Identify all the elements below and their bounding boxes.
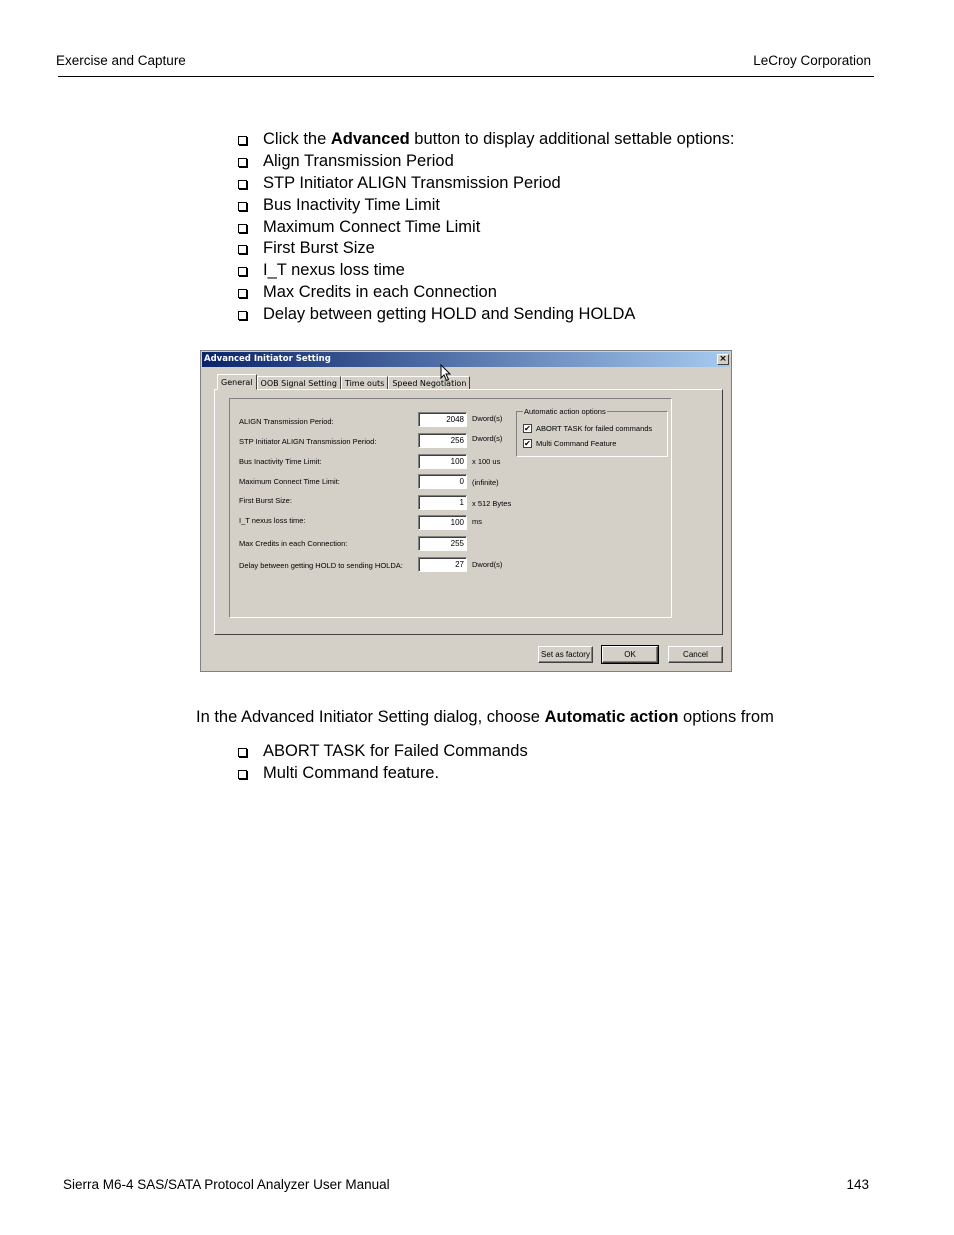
mouse-pointer-icon [440,364,452,382]
hold-delay-unit: Dword(s) [472,560,503,569]
first-burst-input[interactable]: 1 [418,495,467,510]
align-period-label: ALIGN Transmission Period: [239,417,334,426]
automatic-action-list [237,741,528,785]
multi-command-checkbox[interactable]: ✔ [524,439,531,448]
checkbox-bullet-icon [238,748,247,757]
dialog-title: Advanced Initiator Setting [204,354,331,364]
it-nexus-input[interactable]: 100 [418,515,467,530]
list-item: Align Transmission Period [237,151,734,173]
page-number: 143 [846,1177,869,1192]
max-credits-input[interactable]: 255 [418,536,467,551]
footer-manual-title: Sierra M6-4 SAS/SATA Protocol Analyzer User Manual [63,1177,390,1192]
checkbox-bullet-icon [238,180,247,189]
stp-align-period-input[interactable]: 256 [418,433,467,448]
max-credits-label: Max Credits in each Connection: [239,539,348,548]
set-as-factory-button[interactable]: Set as factory [538,646,593,663]
bus-inactivity-input[interactable]: 100 [418,454,467,469]
stp-align-period-unit: Dword(s) [472,434,503,443]
header-company: LeCroy Corporation [753,53,871,68]
bus-inactivity-unit: x 100 us [472,457,501,466]
advanced-initiator-dialog [200,350,732,672]
hold-delay-input[interactable]: 27 [418,557,467,572]
close-icon[interactable]: × [717,354,729,365]
multi-command-label: Multi Command Feature [536,439,617,448]
stp-align-period-label: STP Initiator ALIGN Transmission Period: [239,437,377,446]
checkbox-bullet-icon [238,202,247,211]
max-connect-label: Maximum Connect Time Limit: [239,477,340,486]
tab-general[interactable]: General [217,374,257,390]
tab-speed-negotiation[interactable]: Speed Negotiation [388,376,470,390]
list-item: Max Credits in each Connection [237,282,734,304]
checkbox-bullet-icon [238,224,247,233]
list-item: Click the Advanced button to display additional settable options: [237,129,734,151]
list-item: Bus Inactivity Time Limit [237,195,734,217]
automatic-action-group-label: Automatic action options [524,407,606,416]
tab-time-outs[interactable]: Time outs [341,376,388,390]
hold-delay-label: Delay between getting HOLD to sending HOLDA: [239,561,403,570]
cancel-button[interactable]: Cancel [668,646,723,663]
first-burst-unit: x 512 Bytes [472,499,512,508]
abort-task-label: ABORT TASK for failed commands [536,424,653,433]
advanced-options-list [237,129,734,326]
header-section-title: Exercise and Capture [56,53,186,68]
automatic-action-group [516,411,668,457]
checkbox-bullet-icon [238,311,247,320]
it-nexus-unit: ms [472,517,482,526]
it-nexus-label: I_T nexus loss time: [239,516,306,525]
checkbox-bullet-icon [238,245,247,254]
align-period-input[interactable]: 2048 [418,412,467,427]
list-item: Delay between getting HOLD and Sending HOLDA [237,304,734,326]
checkbox-bullet-icon [238,289,247,298]
abort-task-checkbox[interactable]: ✔ [524,424,531,433]
list-item: Multi Command feature. [237,763,528,785]
list-item: I_T nexus loss time [237,260,734,282]
max-connect-unit: (infinite) [472,478,499,487]
ok-button[interactable]: OK [602,646,658,663]
tab-strip [217,374,470,390]
first-burst-label: First Burst Size: [239,496,292,505]
list-item: STP Initiator ALIGN Transmission Period [237,173,734,195]
max-connect-input[interactable]: 0 [418,474,467,489]
checkbox-bullet-icon [238,136,247,145]
checkbox-bullet-icon [238,267,247,276]
dialog-titlebar [202,352,730,367]
list-item: ABORT TASK for Failed Commands [237,741,528,763]
align-period-unit: Dword(s) [472,414,503,423]
checkbox-bullet-icon [238,770,247,779]
header-rule [58,76,874,77]
checkbox-bullet-icon [238,158,247,167]
bus-inactivity-label: Bus Inactivity Time Limit: [239,457,322,466]
tab-oob-signal-setting[interactable]: OOB Signal Setting [257,376,341,390]
instruction-paragraph: In the Advanced Initiator Setting dialog, choose Automatic action options from [196,708,774,726]
list-item: Maximum Connect Time Limit [237,217,734,239]
list-item: First Burst Size [237,238,734,260]
